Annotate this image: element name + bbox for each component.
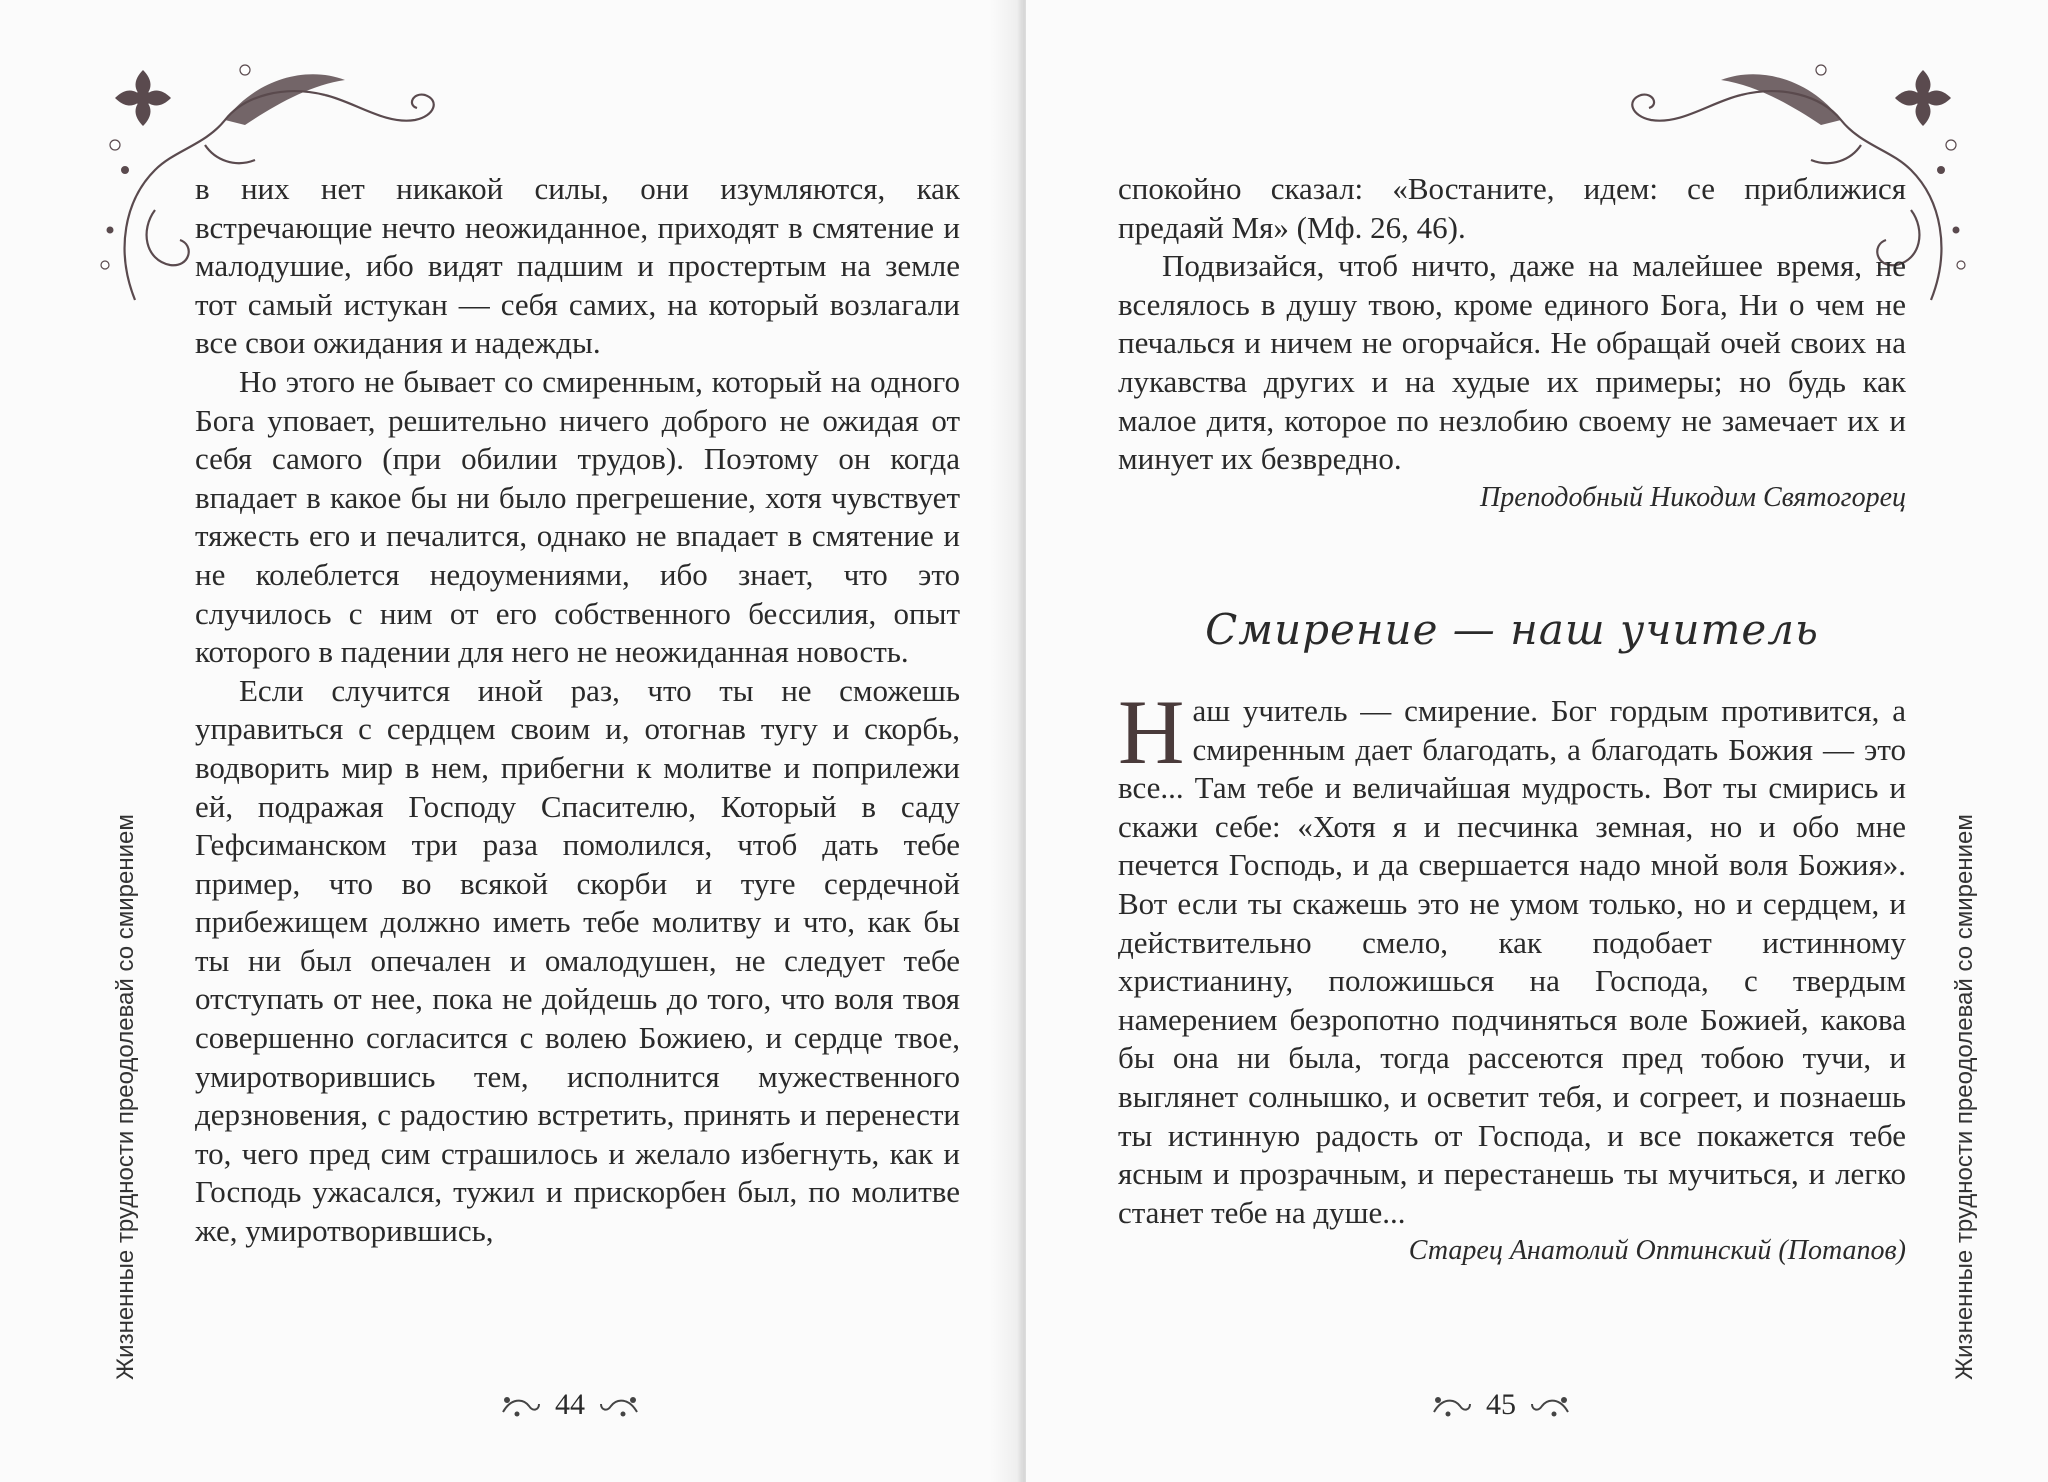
left-body-text: [195, 170, 960, 1251]
quote-attribution: Преподобный Никодим Святогорец: [1480, 481, 1906, 513]
page-number: 45: [1486, 1388, 1516, 1421]
flourish-ornament-icon: [1528, 1390, 1572, 1420]
paragraph: Если случится иной раз, что ты не сможешь управиться с сердцем своим и, отогнав тугу и скорбь, водворить мир в нем, прибегни к молитве и поприлежи ей, подражая Господу Спасителю, Который в саду Гефсиманском три раза помолился, чтоб дать тебе пример, что во всякой скорби и туге сердечной прибежищем должно иметь тебе молитву и что, как бы ты ни был опечален и омалодушен, не следует тебе отступать от нее, пока не дойдешь до того, что воля твоя совершенно согласится с волею Божиею, и сердце твое, умиротворившись тем, исполнится мужественного дерзновения, с радостию встретить, принять и перенести то, чего пред сим страшилось и желало избегнуть, как и Господь ужасался, тужил и прискорбен был, по молитве же, умиротворившись,: [195, 672, 960, 1249]
left-page: [0, 0, 1022, 1482]
quote-attribution: Старец Анатолий Оптинский (Потапов): [1408, 1235, 1906, 1267]
page-folio: [460, 1385, 680, 1425]
paragraph: в них нет никакой силы, они изумляются, как встречающие нечто неожиданное, приходят в смятение и малодушие, ибо видят падшим и простертым на земле тот самый истукан — себя самих, на который возлагали все свои ожидания и надежды.: [195, 171, 960, 361]
flourish-ornament-icon: [499, 1390, 543, 1420]
paragraph: Подвизайся, чтоб ничто, даже на малейшее время, не вселялось в душу твою, кроме единого Бога, Ни о чем не печалься и ничем не огорчайся. Не обращай очей своих на лукавства других и на худые их примеры; но будь как малое дитя, которое по незлобию своему не замечает их и минует их безвредно.: [1118, 248, 1906, 477]
right-body-text-top: [1118, 170, 1906, 517]
paragraph: спокойно сказал: «Востаните, идем: се приближися предаяй Мя» (Мф. 26, 46).: [1118, 171, 1906, 245]
flourish-ornament-icon: [1430, 1390, 1474, 1420]
running-head: Жизненные трудности преодолевай со смирением: [1951, 814, 1978, 1380]
flourish-ornament-icon: [597, 1390, 641, 1420]
page-folio: [1391, 1385, 1611, 1425]
paragraph: [1118, 681, 1906, 1232]
right-page: [1026, 0, 2048, 1482]
drop-cap: Н: [1118, 681, 1185, 783]
section-title: Смирение — наш учитель: [1205, 605, 1819, 654]
page-number: 44: [555, 1388, 585, 1421]
section-paragraph-text: аш учитель — смирение. Бог гордым противится, а смиренным дает благодать, а благодать Божия — это все... Там тебе и величайшая мудрость. Вот ты смирись и скажи себе: «Хотя я и песчинка земная, но и обо мне печется Господь, и да свершается надо мной воля Божия». Вот если ты скажешь это не умом только, но и сердцем, и действительно смело, как подобает истинному христианину, положишься на Господа, с твердым намерением безропотно подчиняться воле Божией, какова бы она ни была, тогда рассеются пред тобою тучи, и выглянет солнышко, и осветит тебя, и согреет, и познаешь ты истинную радость от Господа, и все покажется тебе ясным и прозрачным, и перестанешь ты мучиться, и легко станет тебе на душе...: [1118, 693, 1906, 1230]
right-body-text-bottom: [1118, 681, 1906, 1271]
running-head: Жизненные трудности преодолевай со смирением: [112, 814, 139, 1380]
paragraph: Но этого не бывает со смиренным, который на одного Бога уповает, решительно ничего доброго не ожидая от себя самого (при обилии трудов). Поэтому он когда впадает в какое бы ни было прегрешение, хотя чувствует тяжесть его и печалится, однако не впадает в смятение и не колеблется недоумениями, ибо знает, что это случилось с ним от его собственного бессилия, опыт которого в падении для него не неожиданная новость.: [195, 363, 960, 670]
